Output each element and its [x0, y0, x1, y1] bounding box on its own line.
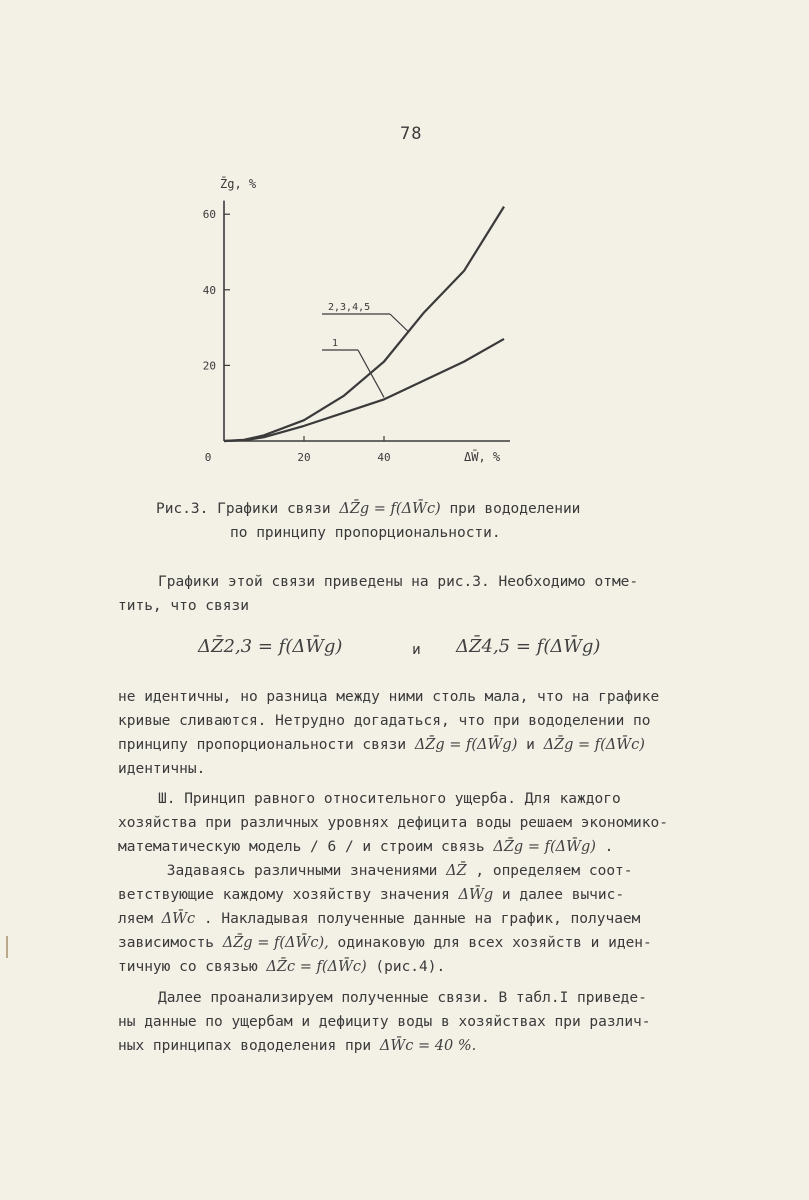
- x-tick-label: 20: [297, 451, 311, 464]
- p4-line-5: [118, 955, 738, 979]
- x-tick-label: 40: [377, 451, 391, 464]
- y-axis-title: Z̄g, %: [220, 177, 257, 191]
- p4-line-5-prefix: тичную со связью: [118, 959, 258, 975]
- formula-conjunction: и: [412, 642, 421, 658]
- p4-line-4: [118, 931, 738, 955]
- p4-line-4-suffix: одинаковую для всех хозяйств и иден-: [337, 935, 652, 951]
- p3-line-2: хозяйства при различных уровнях дефицита воды решаем экономико-: [118, 815, 668, 831]
- p2-conjunction: и: [526, 737, 535, 753]
- p3-line-3-suffix: .: [604, 839, 614, 855]
- p4-line-1: [118, 859, 738, 883]
- x-tick-label: 0: [204, 451, 212, 464]
- p2-line-3-prefix: принципу пропорциональности связи: [118, 737, 407, 753]
- p1-line-1-text: Графики этой связи приведены на рис.3. Необходимо отме-: [158, 574, 639, 590]
- formula-2-3: ΔZ̄2,3 = f(ΔW̄g): [198, 636, 343, 657]
- chart-series: [224, 207, 504, 441]
- p3-line-3: [118, 835, 738, 859]
- series-line-1: [224, 339, 504, 441]
- p3-formula: ΔZ̄g = f(ΔW̄g): [493, 839, 596, 855]
- margin-mark: [6, 936, 8, 958]
- line-chart: [190, 170, 520, 470]
- caption-line-2: по принципу пропорциональности.: [230, 525, 501, 541]
- p4-formula-3: ΔW̄c: [161, 911, 196, 927]
- p4-line-2: [118, 883, 738, 907]
- p5-line-2: ны данные по ущербам и дефициту воды в хозяйствах при различ-: [118, 1014, 651, 1030]
- p5-line-1-text: Далее проанализируем полученные связи. В табл.I приведе-: [158, 990, 647, 1006]
- p5-formula: ΔW̄c = 40 %.: [379, 1038, 477, 1054]
- p4-line-2-suffix: и далее вычис-: [501, 887, 625, 903]
- p4-line-4-prefix: зависимость: [118, 935, 215, 951]
- p2-formula-1: ΔZ̄g = f(ΔW̄g): [414, 737, 518, 753]
- series-label-text: 1: [332, 338, 339, 349]
- paragraph-3: [118, 787, 738, 859]
- caption-prefix: Рис.3. Графики связи: [156, 501, 331, 517]
- p1-line-2: тить, что связи: [118, 598, 249, 614]
- p4-line-2-prefix: ветствующие каждому хозяйству значения: [118, 887, 450, 903]
- p4-formula-1: ΔZ̄: [446, 863, 467, 879]
- formula-4-5: ΔZ̄4,5 = f(ΔW̄g): [456, 636, 601, 657]
- p2-line-1: не идентичны, но разница между ними столь мала, что на графике: [118, 689, 660, 705]
- p5-line-1: [118, 986, 738, 1010]
- p3-line-1-text: Ш. Принцип равного относительного ущерба. Для каждого: [158, 791, 621, 807]
- x-axis-title: ΔW̄, %: [464, 450, 501, 464]
- p4-line-3-prefix: ляем: [118, 911, 153, 927]
- y-tick-label: 20: [202, 359, 216, 373]
- figure-caption: [156, 497, 580, 545]
- p4-line-1-suffix: , определяем соот-: [475, 863, 633, 879]
- series-label-leader: [390, 314, 408, 331]
- p1-line-1: [118, 570, 738, 594]
- p4-line-3: [118, 907, 738, 931]
- paragraph-5: [118, 986, 738, 1058]
- chart-ticks: [203, 208, 391, 464]
- p4-formula-5: ΔZ̄c = f(ΔW̄c): [266, 959, 367, 975]
- paragraph-2: [118, 685, 738, 781]
- p3-line-3-prefix: математическую модель / 6 / и строим связь: [118, 839, 485, 855]
- page-number: 78: [400, 124, 423, 144]
- p3-line-1: [118, 787, 738, 811]
- y-tick-label: 40: [202, 283, 216, 297]
- p2-formula-2: ΔZ̄g = f(ΔW̄c): [543, 737, 645, 753]
- p4-formula-4: ΔZ̄g = f(ΔW̄c),: [222, 935, 329, 951]
- p4-line-5-suffix: (рис.4).: [375, 959, 446, 975]
- caption-suffix: при вододелении: [449, 501, 581, 517]
- p4-line-1-prefix: Задаваясь различными значениями: [166, 863, 438, 879]
- series-label-leader: [358, 350, 384, 397]
- caption-formula: ΔZ̄g = f(ΔW̄c): [339, 501, 441, 517]
- p4-line-3-suffix: . Накладывая полученные данные на график, получаем: [203, 911, 641, 927]
- p2-line-3: [118, 733, 738, 757]
- paragraph-1: [118, 570, 738, 618]
- p2-line-2: кривые сливаются. Нетрудно догадаться, что при вододелении по: [118, 713, 651, 729]
- caption-line-1: [156, 497, 580, 521]
- series-label-text: 2,3,4,5: [328, 302, 371, 313]
- p5-line-3-prefix: ных принципах вододеления при: [118, 1038, 372, 1054]
- p5-line-3: [118, 1034, 738, 1058]
- p4-formula-2: ΔW̄g: [458, 887, 494, 903]
- chart-labels: [220, 177, 501, 464]
- paragraph-4: [118, 859, 738, 979]
- p2-line-4: идентичны.: [118, 761, 206, 777]
- y-tick-label: 60: [202, 208, 216, 222]
